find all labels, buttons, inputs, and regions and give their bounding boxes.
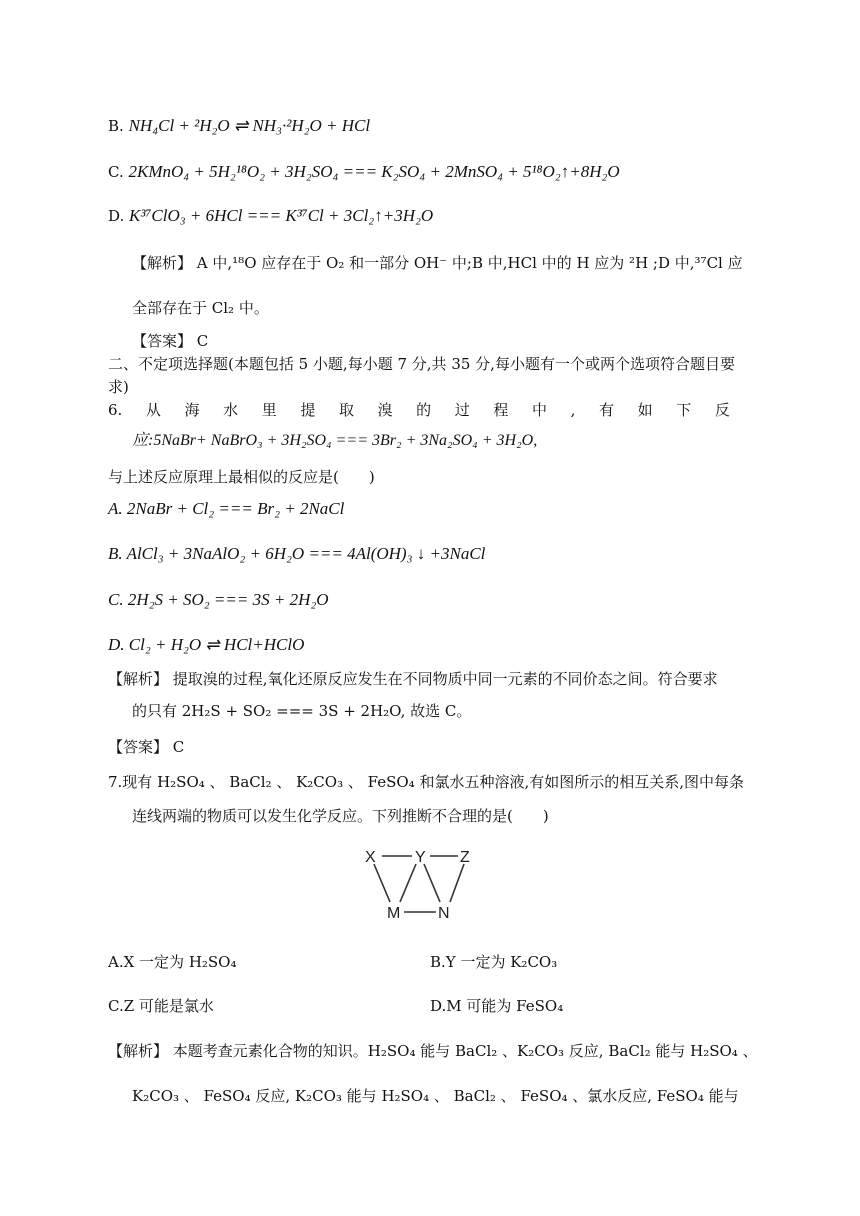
q6-question: 与上述反应原理上最相似的反应是( ) bbox=[108, 468, 375, 486]
q6-reaction: 应:5NaBr+ NaBrO₃ + 3H₂SO₄ === 3Br₂ + 3Na₂SO₄ + 3H₂O, bbox=[132, 432, 538, 449]
edge-z-n bbox=[450, 864, 464, 902]
answer-tag: 【答案】 bbox=[132, 332, 193, 350]
edge-y-m bbox=[400, 864, 416, 902]
node-m: M bbox=[387, 905, 401, 922]
q5-option-c-equation: 2KMnO₄ + 5H₂¹⁸O₂ + 3H₂SO₄ === K₂SO₄ + 2MnSO₄ + 5¹⁸O₂↑+8H₂O bbox=[128, 162, 620, 181]
q7-option-c: C.Z 可能是氯水 bbox=[108, 997, 214, 1015]
section-2-title: 二、不定项选择题(本题包括 5 小题,每小题 7 分,共 35 分,每小题有一个或两个选项符合题目要 bbox=[108, 355, 735, 373]
q5-analysis-line-1: 【解析】 A 中,¹⁸O 应存在于 O₂ 和一部分 OH⁻ 中;B 中,HCl 中的 H 应为 ²H ;D 中,³⁷Cl 应 bbox=[132, 254, 743, 272]
edge-y-n bbox=[424, 864, 440, 902]
q7-analysis-line-1: 【解析】 本题考查元素化合物的知识。H₂SO₄ 能与 BaCl₂ 、K₂CO₃ 反应, BaCl₂ 能与 H₂SO₄ 、 bbox=[108, 1042, 758, 1060]
q7-stem-line-1: 7.现有 H₂SO₄ 、 BaCl₂ 、 K₂CO₃ 、 FeSO₄ 和氯水五种溶液,有如图所示的相互关系,图中每条 bbox=[108, 773, 744, 791]
q5-answer: 【答案】 C bbox=[132, 332, 209, 350]
q5-option-b: B. NH₄Cl + ²H₂O ⇌ NH₃·²H₂O + HCl bbox=[108, 116, 371, 135]
q7-analysis-line-2: K₂CO₃ 、 FeSO₄ 反应, K₂CO₃ 能与 H₂SO₄ 、 BaCl₂ 、 FeSO₄ 、氯水反应, FeSO₄ 能与 bbox=[132, 1087, 739, 1105]
q6-option-c: C. 2H₂S + SO₂ === 3S + 2H₂O bbox=[108, 590, 329, 609]
node-y: Y bbox=[415, 849, 426, 866]
relation-diagram bbox=[360, 842, 480, 924]
q6-option-b: B. AlCl₃ + 3NaAlO₂ + 6H₂O === 4Al(OH)₃ ↓ +3NaCl bbox=[108, 544, 486, 563]
edge-x-m bbox=[374, 864, 390, 902]
analysis-tag: 【解析】 bbox=[132, 254, 193, 272]
q6-stem-line-1: 6. 从 海 水 里 提 取 溴 的 过 程 中 , 有 如 下 反 bbox=[108, 401, 730, 419]
node-z: Z bbox=[460, 849, 470, 866]
node-n: N bbox=[438, 905, 450, 922]
analysis-tag: 【解析】 bbox=[108, 1042, 169, 1060]
q5-option-b-equation: NH₄Cl + ²H₂O ⇌ NH₃·²H₂O + HCl bbox=[128, 116, 371, 135]
q5-option-c: C. 2KMnO₄ + 5H₂¹⁸O₂ + 3H₂SO₄ === K₂SO₄ + 2MnSO₄ + 5¹⁸O₂↑+8H₂O bbox=[108, 162, 620, 181]
q5-option-d: D. K³⁷ClO₃ + 6HCl === K³⁷Cl + 3Cl₂↑+3H₂O bbox=[108, 206, 434, 225]
q7-option-b: B.Y 一定为 K₂CO₃ bbox=[430, 953, 558, 971]
q7-option-d: D.M 可能为 FeSO₄ bbox=[430, 997, 564, 1015]
answer-tag: 【答案】 bbox=[108, 738, 169, 756]
node-x: X bbox=[365, 849, 376, 866]
q7-option-a: A.X 一定为 H₂SO₄ bbox=[108, 953, 237, 971]
q6-answer: 【答案】 C bbox=[108, 738, 185, 756]
q6-option-d: D. Cl₂ + H₂O ⇌ HCl+HClO bbox=[108, 635, 305, 654]
q6-option-a: A. 2NaBr + Cl₂ === Br₂ + 2NaCl bbox=[108, 499, 345, 518]
section-2-title-cont: 求) bbox=[108, 378, 129, 396]
q5-analysis-line-2: 全部存在于 Cl₂ 中。 bbox=[132, 299, 269, 317]
q5-option-d-equation: K³⁷ClO₃ + 6HCl === K³⁷Cl + 3Cl₂↑+3H₂O bbox=[129, 206, 434, 225]
q7-stem-line-2: 连线两端的物质可以发生化学反应。下列推断不合理的是( ) bbox=[132, 807, 549, 825]
q6-analysis-line-2: 的只有 2H₂S + SO₂ === 3S + 2H₂O, 故选 C。 bbox=[132, 702, 472, 720]
analysis-tag: 【解析】 bbox=[108, 670, 169, 688]
q6-analysis-line-1: 【解析】 提取溴的过程,氧化还原反应发生在不同物质中同一元素的不同价态之间。符合要求 bbox=[108, 670, 718, 688]
